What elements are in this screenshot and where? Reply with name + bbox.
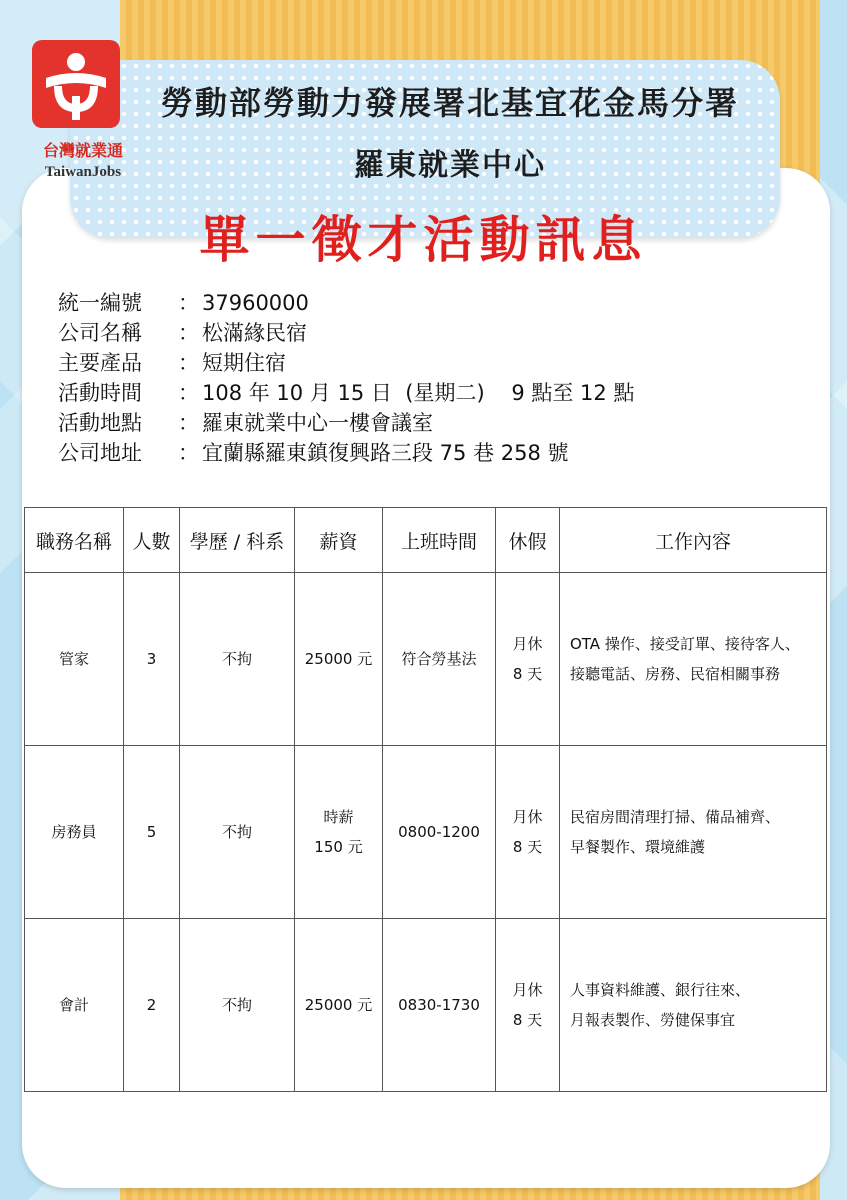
info-value: 松滿緣民宿 <box>202 321 307 345</box>
info-row-location: 活動地點 ： 羅東就業中心一樓會議室 <box>58 408 818 438</box>
leave-line-1: 月休 <box>512 981 543 999</box>
logo-text-en: TaiwanJobs <box>44 164 122 180</box>
logo-icon <box>32 40 120 128</box>
info-row-product: 主要產品 ： 短期住宿 <box>58 348 818 378</box>
col-header-hours: 上班時間 <box>383 508 496 573</box>
info-label: 公司地址 <box>58 441 142 465</box>
desc-line-1: 人事資料維護、銀行往來、 <box>570 981 751 999</box>
info-value: 羅東就業中心一樓會議室 <box>202 411 433 435</box>
leave-line-2: 8 天 <box>512 838 543 856</box>
salary-line-1: 時薪 <box>323 808 354 826</box>
company-info <box>58 288 818 468</box>
cell-title: 會計 <box>25 919 124 1092</box>
logo-text-zh: 台灣就業通 <box>42 141 123 160</box>
jobs-table <box>24 507 827 1092</box>
cell-hours: 符合勞基法 <box>383 573 496 746</box>
cell-description <box>560 919 827 1092</box>
table-row <box>25 573 827 746</box>
info-value: 108 年 10 月 15 日 (星期二) 9 點至 12 點 <box>202 381 635 405</box>
table-row <box>25 919 827 1092</box>
info-value: 宜蘭縣羅東鎮復興路三段 75 巷 258 號 <box>202 441 569 465</box>
info-row-address: 公司地址 ： 宜蘭縣羅東鎮復興路三段 75 巷 258 號 <box>58 438 818 468</box>
cell-salary <box>295 746 383 919</box>
table-header-row <box>25 508 827 573</box>
taiwanjobs-logo <box>28 40 128 190</box>
col-header-title: 職務名稱 <box>25 508 124 573</box>
info-value: 37960000 <box>202 291 309 315</box>
cell-leave <box>496 919 560 1092</box>
leave-line-1: 月休 <box>512 808 543 826</box>
col-header-description: 工作內容 <box>560 508 827 573</box>
col-header-count: 人數 <box>124 508 180 573</box>
desc-line-1: OTA 操作、接受訂單、接待客人、 <box>570 635 800 653</box>
info-row-company: 公司名稱 ： 松滿緣民宿 <box>58 318 818 348</box>
leave-line-2: 8 天 <box>512 665 543 683</box>
cell-leave <box>496 746 560 919</box>
salary-line: 25000 元 <box>304 996 373 1014</box>
cell-title: 房務員 <box>25 746 124 919</box>
col-header-salary: 薪資 <box>295 508 383 573</box>
cell-education: 不拘 <box>180 746 295 919</box>
info-row-tax-id: 統一編號 ： 37960000 <box>58 288 818 318</box>
table-row <box>25 746 827 919</box>
cell-count: 3 <box>124 573 180 746</box>
desc-line-2: 早餐製作、環境維護 <box>570 838 706 856</box>
cell-salary <box>295 573 383 746</box>
cell-title: 管家 <box>25 573 124 746</box>
col-header-leave: 休假 <box>496 508 560 573</box>
cell-description <box>560 746 827 919</box>
desc-line-2: 接聽電話、房務、民宿相關事務 <box>570 665 781 683</box>
salary-line-2: 150 元 <box>314 838 363 856</box>
cell-count: 2 <box>124 919 180 1092</box>
info-label: 主要產品 <box>58 351 142 375</box>
col-header-education: 學歷 / 科系 <box>180 508 295 573</box>
cell-education: 不拘 <box>180 919 295 1092</box>
desc-line-1: 民宿房間清理打掃、備品補齊、 <box>570 808 781 826</box>
info-label: 活動地點 <box>58 411 142 435</box>
info-row-time: 活動時間 ： 108 年 10 月 15 日 (星期二) 9 點至 12 點 <box>58 378 818 408</box>
salary-line: 25000 元 <box>304 650 373 668</box>
info-label: 活動時間 <box>58 381 142 405</box>
main-title: 單一徵才活動訊息 <box>199 211 648 269</box>
info-value: 短期住宿 <box>202 351 286 375</box>
leave-line-2: 8 天 <box>512 1011 543 1029</box>
center-title: 羅東就業中心 <box>354 148 546 183</box>
cell-salary <box>295 919 383 1092</box>
info-label: 統一編號 <box>58 291 142 315</box>
agency-title: 勞動部勞動力發展署北基宜花金馬分署 <box>160 84 739 122</box>
cell-hours: 0800-1200 <box>383 746 496 919</box>
info-label: 公司名稱 <box>58 321 142 345</box>
leave-line-1: 月休 <box>512 635 543 653</box>
cell-hours: 0830-1730 <box>383 919 496 1092</box>
cell-description <box>560 573 827 746</box>
desc-line-2: 月報表製作、勞健保事宜 <box>570 1011 736 1029</box>
cell-education: 不拘 <box>180 573 295 746</box>
cell-count: 5 <box>124 746 180 919</box>
cell-leave <box>496 573 560 746</box>
